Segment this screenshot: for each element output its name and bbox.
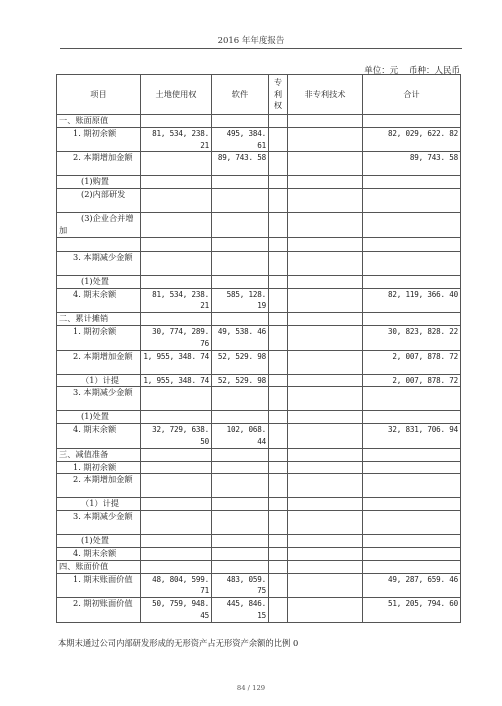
table-cell — [269, 152, 288, 176]
table-cell — [141, 189, 212, 213]
table-cell — [141, 251, 212, 275]
table-cell: 82, 029, 622. 82 — [363, 127, 461, 152]
table-cell — [288, 535, 363, 548]
table-cell — [363, 535, 461, 548]
table-cell — [363, 498, 461, 511]
table-row — [57, 325, 461, 350]
table-cell — [288, 237, 363, 251]
table-cell — [212, 251, 269, 275]
table-cell — [288, 411, 363, 424]
table-cell — [269, 127, 288, 152]
table-cell — [288, 189, 363, 213]
table-cell — [269, 313, 288, 326]
table-cell: 82, 119, 366. 40 — [363, 288, 461, 313]
table-cell: 32, 729, 638. 50 — [141, 424, 212, 449]
table-cell — [288, 251, 363, 275]
table-cell: 1, 955, 348. 74 — [141, 350, 212, 374]
table-cell — [288, 213, 363, 238]
row-label: 二、累计摊销 — [57, 313, 141, 326]
table-cell — [363, 560, 461, 573]
table-row — [57, 387, 461, 411]
table-cell — [288, 288, 363, 313]
table-row — [57, 237, 461, 251]
table-cell — [288, 374, 363, 387]
table-cell: 30, 823, 828. 22 — [363, 325, 461, 350]
table-cell — [141, 387, 212, 411]
table-cell — [212, 189, 269, 213]
table-cell — [269, 176, 288, 189]
table-cell — [269, 288, 288, 313]
row-label: 1. 期初余额 — [57, 127, 141, 152]
unit-label: 单位：元 — [364, 66, 399, 76]
table-cell — [212, 237, 269, 251]
table-cell: 32, 831, 706. 94 — [363, 424, 461, 449]
report-header-title: 2016 年年度报告 — [217, 36, 285, 46]
row-label: 2. 期初账面价值 — [57, 598, 141, 623]
table-cell — [141, 411, 212, 424]
table-cell — [363, 189, 461, 213]
table-cell: 30, 774, 289. 76 — [141, 325, 212, 350]
intangible-assets-table — [56, 74, 461, 623]
table-cell — [363, 313, 461, 326]
table-row — [57, 411, 461, 424]
row-label: 1. 期初余额 — [57, 461, 141, 474]
col-header-land-use-right: 土地使用权 — [141, 75, 212, 115]
table-cell: 49, 538. 46 — [212, 325, 269, 350]
row-label: 4. 期末余额 — [57, 424, 141, 449]
table-cell — [288, 547, 363, 560]
col-header-software: 软件 — [212, 75, 269, 115]
currency-label: 币种：人民币 — [408, 66, 460, 76]
table-row — [57, 350, 461, 374]
table-cell — [288, 387, 363, 411]
table-cell — [363, 511, 461, 535]
table-cell — [288, 350, 363, 374]
table-cell — [269, 411, 288, 424]
table-cell — [269, 573, 288, 598]
table-cell — [141, 313, 212, 326]
table-cell — [212, 535, 269, 548]
row-label: (3)企业合并增加 — [57, 213, 141, 238]
row-label: 3. 本期减少金额 — [57, 251, 141, 275]
table-cell — [288, 498, 363, 511]
table-cell — [141, 474, 212, 498]
table-cell — [269, 237, 288, 251]
table-row — [57, 251, 461, 275]
row-label — [57, 237, 141, 251]
row-label: (1)处置 — [57, 535, 141, 548]
table-row — [57, 424, 461, 449]
table-row — [57, 213, 461, 238]
table-cell — [212, 275, 269, 288]
table-cell — [269, 275, 288, 288]
table-cell — [269, 387, 288, 411]
table-cell — [288, 313, 363, 326]
table-cell — [269, 424, 288, 449]
table-cell — [269, 547, 288, 560]
table-cell — [141, 560, 212, 573]
table-cell — [288, 448, 363, 461]
table-cell — [288, 127, 363, 152]
table-cell: 52, 529. 98 — [212, 374, 269, 387]
table-cell — [141, 275, 212, 288]
table-cell: 445, 846. 15 — [212, 598, 269, 623]
table-row — [57, 115, 461, 128]
table-cell — [141, 237, 212, 251]
table-cell — [363, 251, 461, 275]
table-cell: 81, 534, 238. 21 — [141, 127, 212, 152]
table-cell — [212, 387, 269, 411]
table-cell — [363, 275, 461, 288]
table-cell — [212, 461, 269, 474]
table-row — [57, 313, 461, 326]
table-cell — [363, 176, 461, 189]
table-cell — [212, 213, 269, 238]
table-cell: 483, 059. 75 — [212, 573, 269, 598]
table-cell — [141, 511, 212, 535]
row-label: 4. 期末余额 — [57, 547, 141, 560]
table-cell — [363, 213, 461, 238]
table-cell — [212, 448, 269, 461]
table-cell — [363, 237, 461, 251]
table-row — [57, 461, 461, 474]
table-row — [57, 547, 461, 560]
row-label: 2. 本期增加金额 — [57, 152, 141, 176]
table-cell — [269, 560, 288, 573]
table-cell — [269, 350, 288, 374]
table-cell — [269, 448, 288, 461]
table-cell — [269, 461, 288, 474]
table-cell — [288, 275, 363, 288]
table-cell: 89, 743. 58 — [363, 152, 461, 176]
table-cell — [212, 313, 269, 326]
table-cell — [269, 511, 288, 535]
table-cell — [269, 474, 288, 498]
table-cell — [269, 251, 288, 275]
row-label: 2. 本期增加金额 — [57, 474, 141, 498]
col-header-non-patent-tech: 非专利技术 — [288, 75, 363, 115]
table-row — [57, 189, 461, 213]
row-label: 1. 期初余额 — [57, 325, 141, 350]
row-label: (1)购置 — [57, 176, 141, 189]
table-row — [57, 535, 461, 548]
table-cell — [363, 448, 461, 461]
table-cell — [363, 474, 461, 498]
table-cell — [288, 152, 363, 176]
table-row — [57, 288, 461, 313]
table-cell — [288, 511, 363, 535]
table-cell: 51, 205, 794. 60 — [363, 598, 461, 623]
table-cell: 1, 955, 348. 74 — [141, 374, 212, 387]
table-row — [57, 598, 461, 623]
row-label: (1)处置 — [57, 411, 141, 424]
table-row — [57, 474, 461, 498]
table-cell — [288, 115, 363, 128]
table-header-row — [57, 75, 461, 115]
table-row — [57, 374, 461, 387]
table-cell: 2, 007, 878. 72 — [363, 374, 461, 387]
table-cell — [212, 176, 269, 189]
table-cell — [212, 547, 269, 560]
header-divider — [60, 48, 462, 49]
row-label: 3. 本期减少金额 — [57, 511, 141, 535]
table-cell — [141, 152, 212, 176]
table-cell — [269, 598, 288, 623]
table-cell — [288, 325, 363, 350]
row-label: 三、减值准备 — [57, 448, 141, 461]
table-cell — [363, 387, 461, 411]
table-cell: 50, 759, 948. 45 — [141, 598, 212, 623]
table-cell: 52, 529. 98 — [212, 350, 269, 374]
table-cell — [288, 176, 363, 189]
row-label: (2)内部研发 — [57, 189, 141, 213]
row-label: 1. 期末账面价值 — [57, 573, 141, 598]
row-label: 3. 本期减少金额 — [57, 387, 141, 411]
table-cell — [288, 474, 363, 498]
footnote: 本期末通过公司内部研发形成的无形资产占无形资产余额的比例 0 — [58, 638, 299, 648]
col-header-item: 项目 — [57, 75, 141, 115]
table-row — [57, 498, 461, 511]
table-cell — [269, 535, 288, 548]
row-label: 2. 本期增加金额 — [57, 350, 141, 374]
table-row — [57, 275, 461, 288]
table-cell — [212, 560, 269, 573]
table-cell — [141, 448, 212, 461]
table-cell — [288, 560, 363, 573]
table-cell — [141, 461, 212, 474]
table-cell — [288, 573, 363, 598]
table-row — [57, 152, 461, 176]
table-row — [57, 127, 461, 152]
table-cell: 585, 128. 19 — [212, 288, 269, 313]
table-cell: 2, 007, 878. 72 — [363, 350, 461, 374]
table-cell — [269, 498, 288, 511]
table-row — [57, 511, 461, 535]
table-cell: 495, 384. 61 — [212, 127, 269, 152]
table-cell: 81, 534, 238. 21 — [141, 288, 212, 313]
table-cell — [212, 498, 269, 511]
row-label: 一、账面原值 — [57, 115, 141, 128]
table-cell — [288, 424, 363, 449]
table-cell — [212, 511, 269, 535]
col-header-patent: 专利权 — [269, 75, 288, 115]
table-row — [57, 573, 461, 598]
row-label: （1）计提 — [57, 374, 141, 387]
table-cell — [141, 535, 212, 548]
row-label: (1)处置 — [57, 275, 141, 288]
table-cell: 102, 068. 44 — [212, 424, 269, 449]
row-label: 4. 期末余额 — [57, 288, 141, 313]
table-cell — [363, 547, 461, 560]
table-cell — [212, 474, 269, 498]
table-cell: 48, 804, 599. 71 — [141, 573, 212, 598]
table-cell — [212, 115, 269, 128]
table-cell — [269, 189, 288, 213]
table-cell — [269, 213, 288, 238]
table-cell — [363, 411, 461, 424]
page-number: 84 / 129 — [236, 684, 266, 692]
table-cell — [363, 115, 461, 128]
row-label: （1）计提 — [57, 498, 141, 511]
table-cell — [141, 115, 212, 128]
table-cell — [288, 598, 363, 623]
table-cell — [212, 411, 269, 424]
col-header-total: 合计 — [363, 75, 461, 115]
table-cell — [363, 461, 461, 474]
table-cell — [288, 461, 363, 474]
table-cell — [269, 374, 288, 387]
table-cell — [141, 498, 212, 511]
table-cell — [269, 115, 288, 128]
table-cell — [141, 547, 212, 560]
table-row — [57, 560, 461, 573]
row-label: 四、账面价值 — [57, 560, 141, 573]
table-cell: 49, 287, 659. 46 — [363, 573, 461, 598]
table-cell — [269, 325, 288, 350]
table-cell: 89, 743. 58 — [212, 152, 269, 176]
table-cell — [141, 213, 212, 238]
table-row — [57, 176, 461, 189]
table-row — [57, 448, 461, 461]
table-cell — [141, 176, 212, 189]
